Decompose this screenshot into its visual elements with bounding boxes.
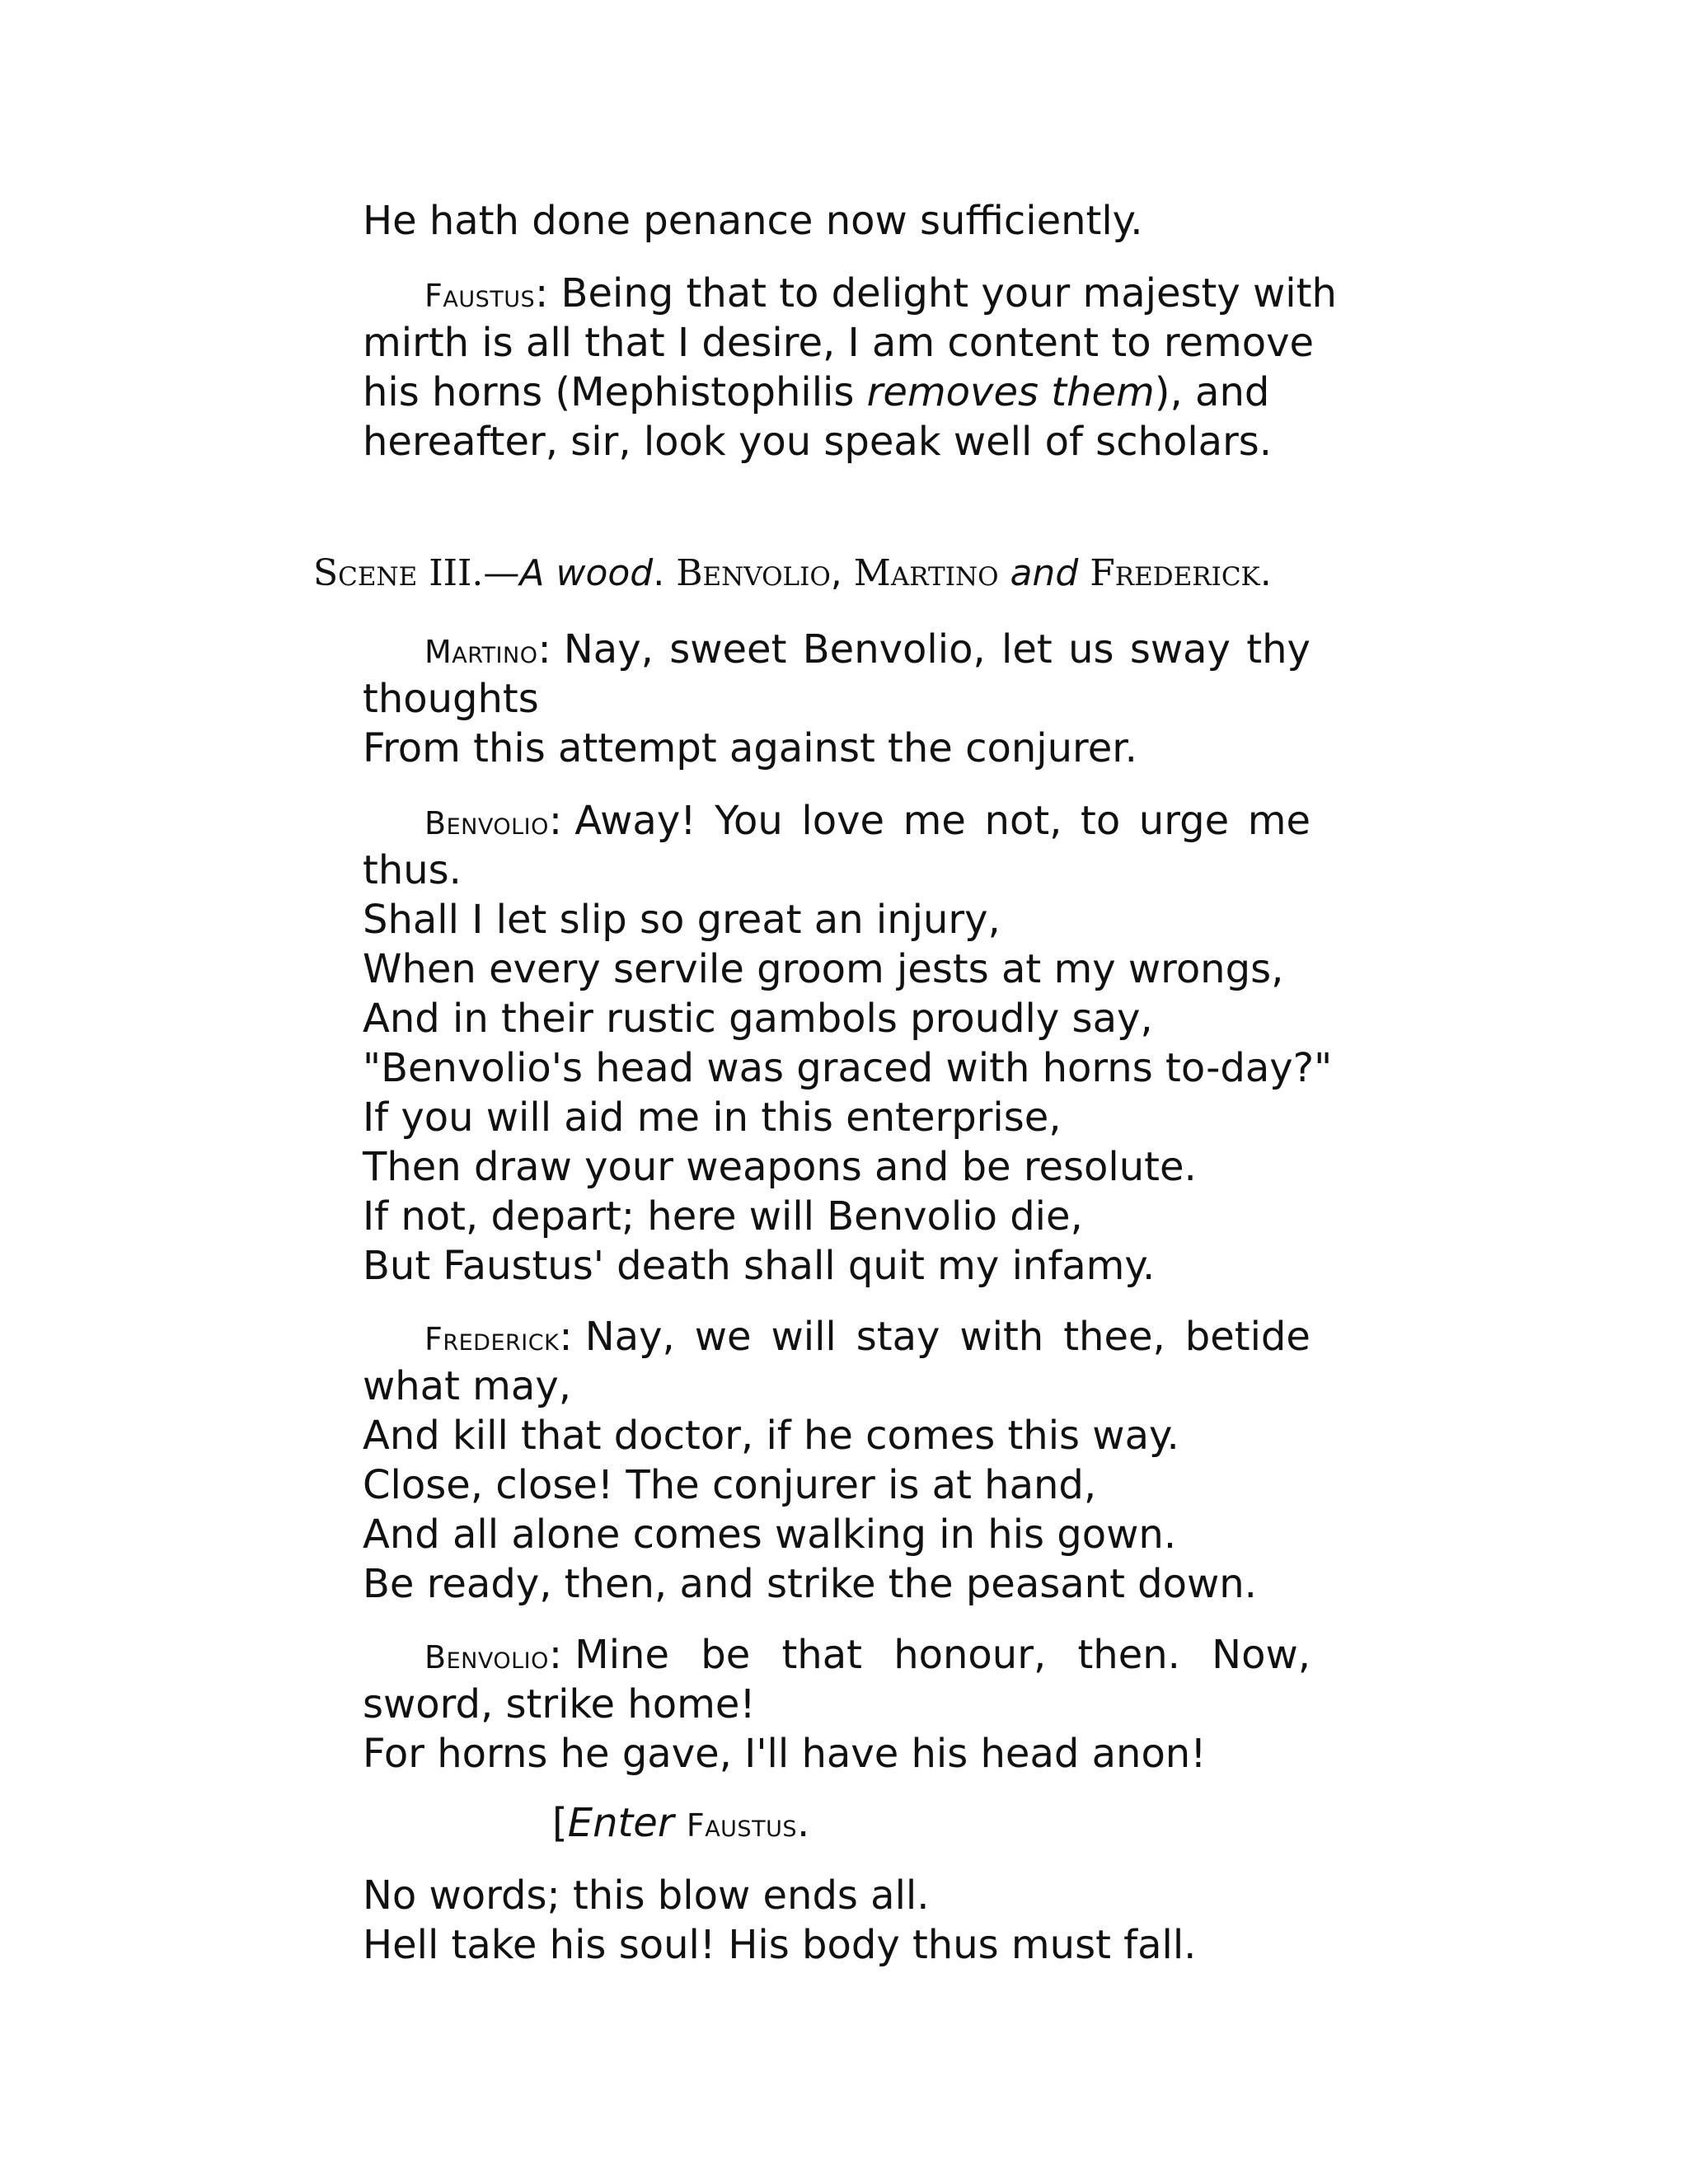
character-name: Benvolio (676, 552, 831, 594)
speech-benvolio (424, 796, 1311, 848)
speaker-name: Martino (424, 634, 538, 670)
text-line: Then draw your weapons and be resolute. (363, 1144, 1197, 1190)
text-line: And kill that doctor, if he comes this way. (363, 1413, 1179, 1459)
speech-benvolio (424, 1630, 1311, 1682)
bracket: [ (552, 1800, 568, 1846)
text-line: If you will aid me in this enterprise, (363, 1094, 1062, 1141)
text-line: But Faustus' death shall quit my infamy. (363, 1243, 1156, 1289)
text-line: hereafter, sir, look you speak well of scholars. (363, 419, 1273, 465)
word: sway (1129, 626, 1231, 673)
word: betide (1184, 1314, 1311, 1360)
scene-number: III.— (417, 552, 520, 594)
text-span: ), and (1154, 369, 1270, 415)
speech-text: : Being that to delight your majesty with (535, 270, 1337, 316)
stage-direction-inline: removes them (866, 369, 1155, 415)
word: stay (856, 1314, 940, 1360)
text-line: No words; this blow ends all. (363, 1872, 930, 1919)
text-line: sword, strike home! (363, 1681, 756, 1727)
word: to (1081, 798, 1121, 844)
word: then. (1077, 1632, 1180, 1678)
word: me (903, 798, 966, 844)
word: Benvolio, (802, 626, 986, 673)
text-line (363, 368, 1269, 417)
word: honour, (893, 1632, 1047, 1678)
text-line: He hath done penance now sufficiently. (363, 198, 1143, 244)
word: urge (1138, 798, 1230, 844)
scene-place: A wood (519, 552, 654, 594)
text-line: When every servile groom jests at my wrongs, (363, 946, 1284, 992)
stage-direction (552, 1798, 809, 1850)
speech-faustus (424, 269, 1337, 321)
stage-verb: Enter (567, 1800, 674, 1846)
word: thee, (1063, 1314, 1165, 1360)
conjunction: and (998, 552, 1090, 594)
speech-frederick (424, 1312, 1311, 1364)
text-line: thus. (363, 847, 462, 893)
scene-label: Scene (313, 552, 418, 594)
character-name: Faustus (686, 1807, 797, 1844)
word: : Nay, (537, 626, 654, 673)
word: we (694, 1314, 752, 1360)
speech-martino (424, 625, 1311, 677)
word: be (701, 1632, 751, 1678)
text-line: what may, (363, 1363, 572, 1409)
text-line: "Benvolio's head was graced with horns to-day?" (363, 1045, 1333, 1091)
text-line: If not, depart; here will Benvolio die, (363, 1193, 1083, 1240)
text-line: Shall I let slip so great an injury, (363, 897, 1001, 943)
word: You (715, 798, 783, 844)
text-line: And all alone comes walking in his gown. (363, 1511, 1177, 1558)
word: not, (984, 798, 1062, 844)
word: let (1001, 626, 1053, 673)
speaker-name: Benvolio (424, 805, 549, 841)
text-line: Close, close! The conjurer is at hand, (363, 1462, 1097, 1508)
scene-heading (313, 549, 1272, 598)
text-span: his horns (Mephistophilis (363, 369, 867, 415)
punct: . (1259, 552, 1272, 594)
character-name: Frederick (1090, 552, 1260, 594)
speaker-name: Frederick (424, 1321, 560, 1357)
space (674, 1800, 687, 1846)
text-line: Be ready, then, and strike the peasant down. (363, 1561, 1257, 1607)
word: love (801, 798, 885, 844)
word: Now, (1212, 1632, 1311, 1678)
word: : Nay, (559, 1314, 675, 1360)
character-name: Martino (853, 552, 999, 594)
word: thy (1246, 626, 1311, 673)
word: with (959, 1314, 1044, 1360)
speaker-name: Faustus (424, 278, 536, 314)
word: us (1068, 626, 1114, 673)
word: sweet (669, 626, 787, 673)
text-line: For horns he gave, I'll have his head anon! (363, 1731, 1207, 1777)
text-line: From this attempt against the conjurer. (363, 725, 1137, 771)
text-line: Hell take his soul! His body thus must fall. (363, 1922, 1197, 1968)
word: : Away! (548, 798, 696, 844)
punct: . (796, 1800, 810, 1846)
punct: . (653, 552, 677, 594)
text-line: And in their rustic gambols proudly say, (363, 996, 1153, 1042)
word: that (781, 1632, 862, 1678)
text-line: thoughts (363, 676, 539, 722)
word: me (1247, 798, 1311, 844)
punct: , (830, 552, 854, 594)
text-line: mirth is all that I desire, I am content to remove (363, 320, 1315, 366)
speaker-name: Benvolio (424, 1639, 549, 1675)
word: : Mine (548, 1632, 669, 1678)
word: will (771, 1314, 837, 1360)
